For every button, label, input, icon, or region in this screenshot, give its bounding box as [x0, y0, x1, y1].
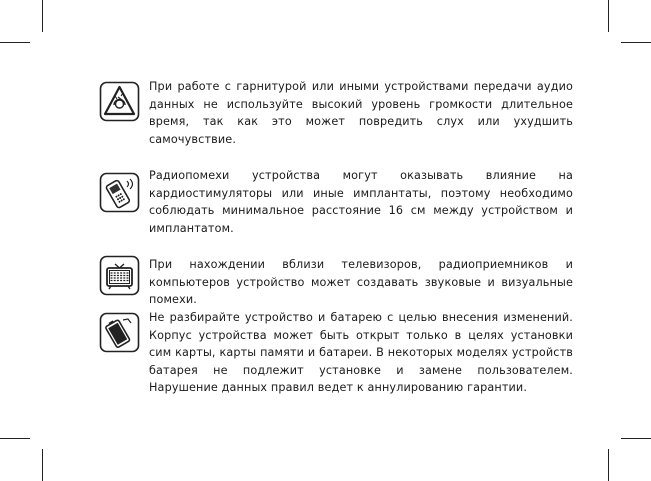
phone-radio-interference-icon [99, 172, 140, 213]
warning-item-headphones [99, 78, 573, 148]
crop-mark-bottom-right [608, 449, 609, 481]
crop-mark-left-top [0, 42, 30, 43]
warning-item-disassembly [99, 309, 573, 397]
crop-mark-right-bottom [621, 438, 651, 439]
tv-interference-icon [99, 255, 140, 296]
headphones-volume-warning-icon [99, 81, 140, 122]
battery-disassembly-icon [99, 312, 140, 353]
crop-mark-top-right [608, 0, 609, 32]
crop-mark-bottom-left [42, 449, 43, 481]
crop-mark-top-left [42, 0, 43, 32]
warning-text: При нахождении вблизи телевизоров, радиоприемников и компьютеров устройство может создавать звуковые и визуальные помехи. [149, 258, 573, 306]
crop-mark-right-top [621, 42, 651, 43]
crop-mark-left-bottom [0, 438, 30, 439]
warning-item-implant [99, 167, 573, 237]
warning-text: Радиопомехи устройства могут оказывать влияние на кардиостимуляторы или иные имплантаты, поэтому необходимо соблюдать минимальное расстояние 16 см между устройством и имплантатом. [149, 169, 573, 235]
warning-text: Не разбирайте устройство и батарею с целью внесения изменений. Корпус устройства может быть открыт только в целях установки сим карты, карты памяти и батареи. В некоторых моделях устройств батарея не подлежит установке и замене пользователем. Нарушение данных правил ведет к аннулированию гарантии. [149, 311, 573, 394]
warning-text: При работе с гарнитурой или иными устройствами передачи аудио данных не используйте высокий уровень громкости длительное время, так как это может повредить слух или ухудшить самочувствие. [149, 80, 573, 146]
warning-item-tv [99, 256, 573, 309]
